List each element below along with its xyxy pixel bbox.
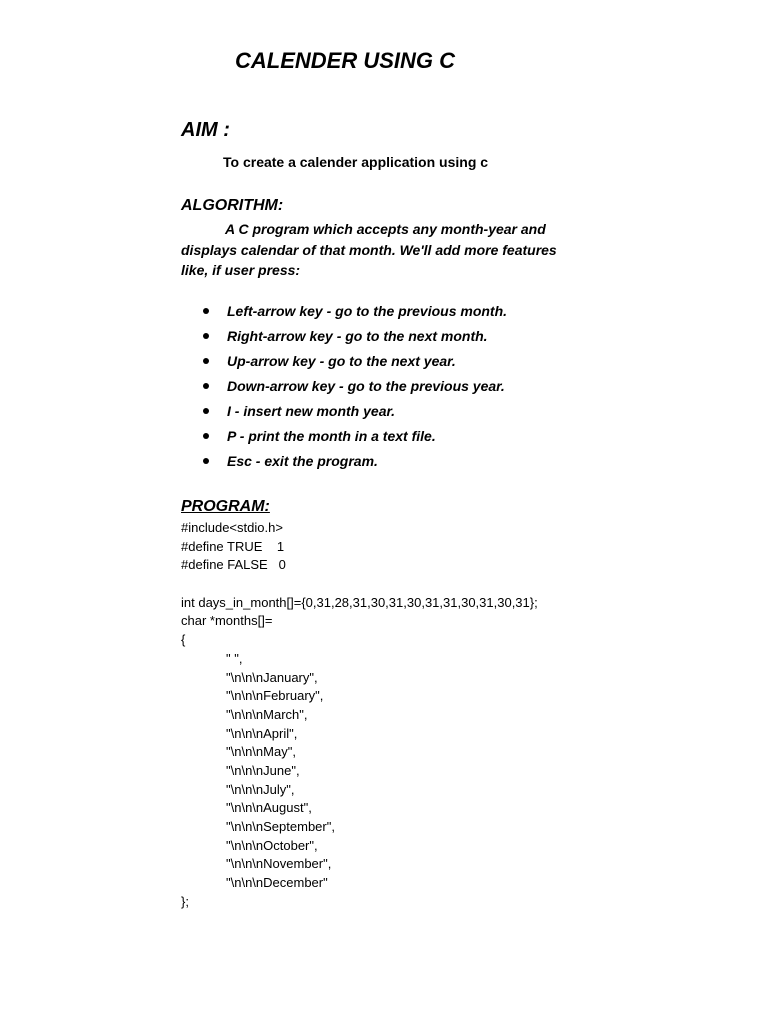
code-line bbox=[181, 575, 538, 594]
algorithm-paragraph bbox=[181, 219, 601, 281]
code-line: "\n\n\nAugust", bbox=[226, 800, 312, 816]
document-title: CALENDER USING C bbox=[235, 48, 456, 73]
bullet-icon bbox=[203, 433, 209, 439]
code-line: char *months[]= bbox=[181, 613, 273, 629]
code-line: "\n\n\nNovember", bbox=[226, 856, 332, 872]
algorithm-line: displays calendar of that month. We'll add more features bbox=[181, 241, 557, 258]
code-line: "\n\n\nJanuary", bbox=[226, 669, 318, 685]
list-item-text: Left-arrow key - go to the previous month. bbox=[227, 303, 508, 319]
bullet-icon bbox=[203, 458, 209, 464]
bullet-icon bbox=[203, 333, 209, 339]
bullet-icon bbox=[203, 383, 209, 389]
code-line: #define FALSE 0 bbox=[181, 557, 286, 573]
bullet-icon bbox=[203, 308, 209, 314]
program-heading: PROGRAM: bbox=[181, 498, 270, 515]
list-item-text: P - print the month in a text file. bbox=[227, 428, 436, 444]
list-item-text: Right-arrow key - go to the next month. bbox=[227, 328, 488, 344]
algorithm-line: A C program which accepts any month-year and bbox=[225, 221, 546, 237]
code-line: "\n\n\nSeptember", bbox=[226, 819, 335, 834]
aim-heading: AIM : bbox=[181, 119, 230, 141]
code-line: "\n\n\nMay", bbox=[226, 744, 296, 760]
code-line: "\n\n\nMarch", bbox=[226, 706, 308, 722]
aim-text: To create a calender application using c bbox=[223, 154, 489, 170]
code-line: { bbox=[181, 632, 186, 648]
code-line: "\n\n\nDecember" bbox=[226, 875, 328, 891]
list-item-text: Down-arrow key - go to the previous year. bbox=[227, 378, 505, 394]
list-item-text: Up-arrow key - go to the next year. bbox=[227, 353, 456, 369]
code-line: "\n\n\nJuly", bbox=[226, 781, 295, 797]
code-line: #define TRUE 1 bbox=[181, 538, 285, 554]
code-line: int days_in_month[]={0,31,28,31,30,31,30,31,31,30,31,30,31}; bbox=[181, 594, 538, 610]
bullet-icon bbox=[203, 358, 209, 364]
algorithm-line: like, if user press: bbox=[181, 262, 301, 278]
code-line: "\n\n\nApril", bbox=[226, 725, 298, 741]
list-item-text: Esc - exit the program. bbox=[227, 453, 378, 469]
code-line: "\n\n\nFebruary", bbox=[226, 688, 324, 704]
code-block bbox=[181, 519, 538, 911]
code-line: "\n\n\nJune", bbox=[226, 762, 300, 778]
algorithm-heading: ALGORITHM: bbox=[181, 197, 284, 214]
bullet-icon bbox=[203, 408, 209, 414]
code-line: "\n\n\nOctober", bbox=[226, 837, 318, 853]
code-line: " ", bbox=[226, 650, 243, 666]
list-item-text: I - insert new month year. bbox=[227, 403, 396, 419]
code-line: #include<stdio.h> bbox=[181, 520, 283, 535]
code-line: }; bbox=[181, 893, 189, 909]
